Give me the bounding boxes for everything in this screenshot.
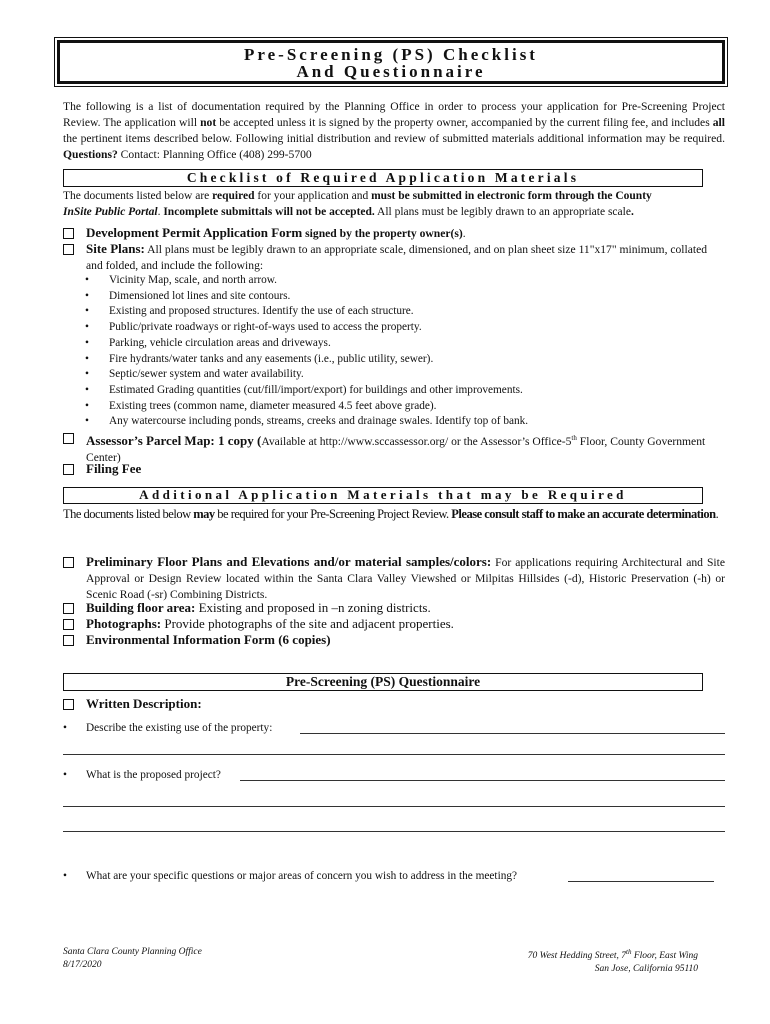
item-assessors-parcel-map: Assessor’s Parcel Map: 1 copy (Available at http://www.sccassessor.org/ or the Assessor’s Office-5th Floor, County Government Center) xyxy=(63,430,725,466)
checkbox-icon[interactable] xyxy=(63,464,74,475)
list-item: • Any watercourse including ponds, streams, creeks and drainage swales. Identify top of bank. xyxy=(85,415,529,428)
questionnaire-heading: Pre-Screening (PS) Questionnaire xyxy=(63,673,703,691)
answer-field-existing-use[interactable] xyxy=(300,733,725,734)
list-item: • Septic/sewer system and water availability. xyxy=(85,368,304,381)
answer-field-existing-use-continued[interactable] xyxy=(63,754,725,755)
site-plan-bullet-list xyxy=(85,273,725,430)
list-item: • Estimated Grading quantities (cut/fill/import/export) for buildings and other improvements. xyxy=(85,383,523,396)
checkbox-icon[interactable] xyxy=(63,433,74,444)
title-box xyxy=(57,40,725,84)
list-item: • Vicinity Map, scale, and north arrow. xyxy=(85,274,277,286)
document-page: Pre-Screening (PS) Checklist And Questionnaire The following is a list of documentation required by the Planning Office in order to process your application for Pre-Screening Project Review. The application will not be accepted unless it is signed by the property owner, accompanied by the current filing fee, and includes all the pertinent items described below. Following initial distribution and review of submitted materials additional information may be required. Questions? Contact: Planning Office (408) 299-5700 Checklist of Required Application Materials The documents listed below are required for your application and must be submitted in electronic form through the County InSite Public Portal. Incomplete submittals will not be accepted. All plans must be legibly drawn to an appropriate scale. Development Permit Application Form signed by the property owner(s). Site Plans: All plans must be legibly drawn to an appropriate scale, dimensioned, and on plan sheet size 11"x17" minimum, collated and folded, and include the following: • Vicinity Map, scale, and north arrow. • Dimensioned lot lines and site contours. • Existing and proposed structures. Identify the use of each structure. • Public/private roadways or right-of-ways used to access the property. • Parking, vehicle circulation areas and driveways. • Fire hydrants/water tanks and any easements (i.e., public utility, sewer). • Septic/sewer system and water availability. • Estimated Grading quantities (cut/fill/import/export) for buildings and other improvements. • Existing trees (common name, diameter measured 4.5 feet above grade). • Any watercourse including ponds, streams, creeks and drainage swales. Identify top of bank. Assessor’s Parcel Map: 1 copy (Available at http://www.sccassessor.org/ or the Assessor’s Office-5th Floor, County Government Center) Filing Fee Additional Application Materials that may be Required The documents listed below may be required for your Pre-Screening Project Review. Please consult staff to make an accurate determination. Preliminary Floor Plans and Elevations and/or material samples/colors: For applications requiring Architectural and Site Approval or Design Review located within the Santa Clara Valley Viewshed or Milpitas Hillsides (-d), Historic Preservation (-h) or Scenic Road (-sr) Combining Districts. Building floor area: Existing and proposed in –n zoning districts. Photographs: Provide photographs of the site and adjacent properties. Environmental Information Form (6 copies) Pre-Screening (PS) Questionnaire Written Description: • Describe the existing use of the property: • What is the proposed project? • What are your specific questions or major areas of concern you wish to address in the meeting? Santa Clara County Planning Office 8/17/2020 70 West Hedding Street, 7th Floor, East Wing San Jose, California 95110 xyxy=(0,0,770,1024)
item-photographs: Photographs: Provide photographs of the site and adjacent properties. xyxy=(63,616,725,632)
item-filing-fee: Filing Fee xyxy=(63,461,725,478)
answer-field-proposed-project[interactable] xyxy=(240,780,725,781)
checkbox-icon[interactable] xyxy=(63,603,74,614)
list-item: • Existing and proposed structures. Identify the use of each structure. xyxy=(85,305,414,318)
list-item: • Parking, vehicle circulation areas and driveways. xyxy=(85,336,331,349)
footer-office: Santa Clara County Planning Office 8/17/2020 xyxy=(63,947,202,970)
page-subtitle: And Questionnaire xyxy=(296,62,486,81)
item-building-floor-area: Building floor area: Existing and proposed in –n zoning districts. xyxy=(63,600,725,616)
checkbox-icon[interactable] xyxy=(63,699,74,710)
checkbox-icon[interactable] xyxy=(63,557,74,568)
item-environmental-information-form: Environmental Information Form (6 copies) xyxy=(63,632,725,649)
intro-paragraph: The following is a list of documentation required by the Planning Office in order to process your application for Pre-Screening Project Review. The application will not be accepted unless it is signed by the property owner, accompanied by the current filing fee, and includes all the pertinent items described below. Following initial distribution and review of submitted materials additional information may be required. Questions? Contact: Planning Office (408) 299-5700 xyxy=(63,100,725,161)
checklist-description: The documents listed below are required for your application and must be submitted in electronic form through the County InSite Public Portal. Incomplete submittals will not be accepted. All plans must be legibly drawn to an appropriate scale. xyxy=(63,190,652,218)
additional-description: The documents listed below may be required for your Pre-Screening Project Review. Please consult staff to make an accurate determination. xyxy=(63,507,719,521)
checkbox-icon[interactable] xyxy=(63,635,74,646)
answer-field-proposed-project-line-2[interactable] xyxy=(63,806,725,807)
answer-field-specific-concerns[interactable] xyxy=(568,881,714,882)
list-item: • Fire hydrants/water tanks and any easements (i.e., public utility, sewer). xyxy=(85,352,434,365)
additional-materials-heading: Additional Application Materials that may be Required xyxy=(63,487,703,504)
item-development-permit: Development Permit Application Form signed by the property owner(s). xyxy=(63,225,725,242)
list-item: • Public/private roadways or right-of-ways used to access the property. xyxy=(85,321,422,334)
footer-address: 70 West Hedding Street, 7th Floor, East Wing San Jose, California 95110 xyxy=(527,948,698,975)
item-written-description: Written Description: xyxy=(63,696,725,713)
list-item: • Existing trees (common name, diameter measured 4.5 feet above grade). xyxy=(85,399,437,412)
checkbox-icon[interactable] xyxy=(63,244,74,255)
footer-date: 8/17/2020 xyxy=(63,960,102,970)
answer-field-proposed-project-line-3[interactable] xyxy=(63,831,725,832)
item-site-plans: Site Plans: All plans must be legibly drawn to an appropriate scale, dimensioned, and on plan sheet size 11"x17" minimum, collated and folded, and include the following: xyxy=(63,241,725,274)
item-floor-plans-elevations: Preliminary Floor Plans and Elevations and/or material samples/colors: For applications requiring Architectural and Site Approval or Design Review located within the Santa Clara Valley Viewshed or Milpitas Hillsides (-d), Historic Preservation (-h) or Scenic Road (-sr) Combining Districts. xyxy=(63,554,725,603)
list-item: • Dimensioned lot lines and site contours. xyxy=(85,289,291,302)
checkbox-icon[interactable] xyxy=(63,228,74,239)
checklist-heading: Checklist of Required Application Materials xyxy=(63,169,703,187)
page-title: Pre-Screening (PS) Checklist xyxy=(244,45,538,64)
checkbox-icon[interactable] xyxy=(63,619,74,630)
